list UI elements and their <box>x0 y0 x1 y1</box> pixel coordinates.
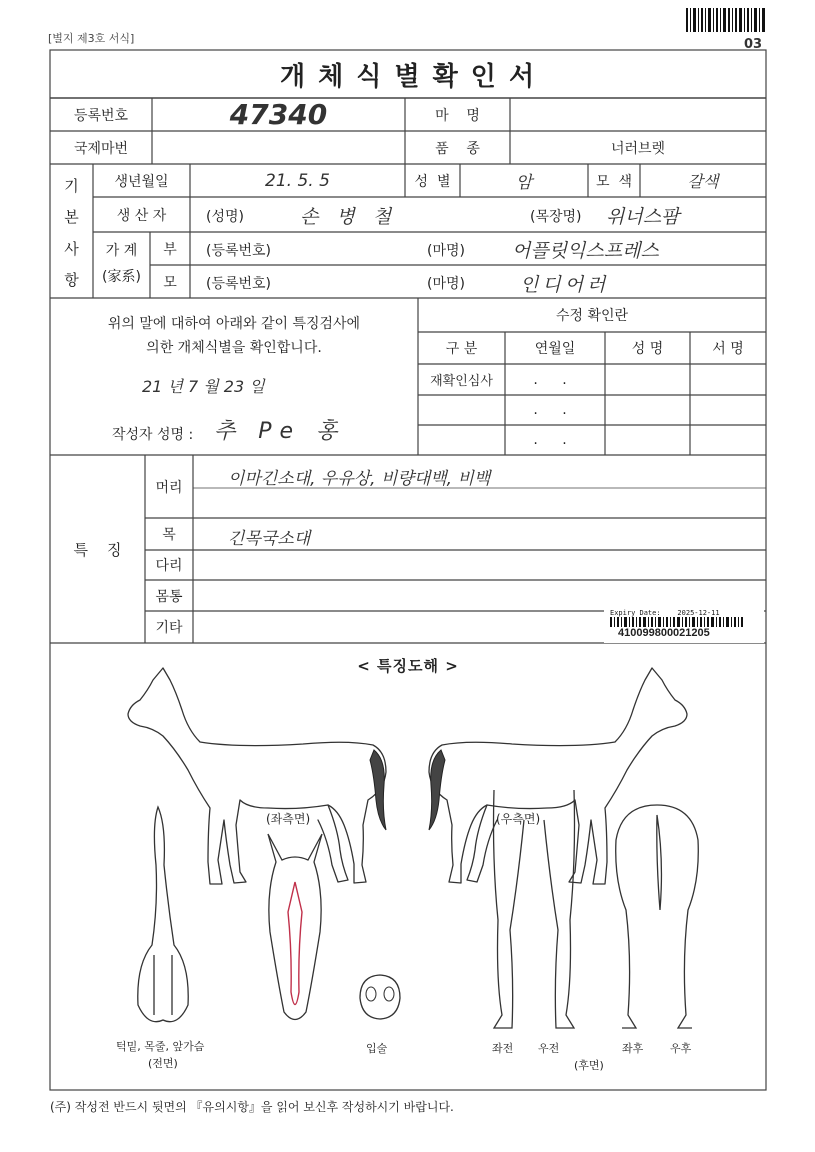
confirm-statement <box>50 312 418 360</box>
farm-label: (목장명) <box>530 209 582 225</box>
revision-row-date: . . <box>533 371 577 388</box>
dam-name-value: 인디어러 <box>520 274 610 296</box>
sex-label: 성 별 <box>414 173 451 190</box>
diagram-title: < 특징도해 > <box>357 656 459 675</box>
dam-name-label: (마명) <box>427 276 465 292</box>
intl-name-value <box>152 131 405 164</box>
expiry-date: Expiry Date: 2025-12-11 <box>610 609 720 617</box>
form-reference: [별지 제3호 서식] <box>48 32 135 45</box>
confirm-line-2: 의한 개체식별을 확인합니다. <box>146 340 322 356</box>
feature-label-other: 기타 <box>155 620 183 636</box>
revision-header-type: 구 분 <box>445 341 478 357</box>
revision-row-type: 재확인심사 <box>430 374 493 389</box>
breed-value: 너러브렛 <box>610 140 666 157</box>
basic-label-char: 사 <box>64 239 79 258</box>
reg-no-value: 47340 <box>229 98 328 131</box>
rear-left-label: 좌후 <box>622 1042 644 1055</box>
sex-value: 암 <box>515 173 533 193</box>
revision-row-date: . . <box>533 402 577 418</box>
left-side-label: (좌측면) <box>266 812 311 826</box>
sticker-code: 410099800021205 <box>618 627 710 639</box>
right-side-label: (우측면) <box>496 812 541 826</box>
producer-name-value: 손 병 철 <box>300 206 398 228</box>
feature-label-legs: 다리 <box>155 558 183 574</box>
document-title: 개 체 식 별 확 인 서 <box>279 61 537 92</box>
confirm-date: 21 년 7 월 23 일 <box>142 377 265 396</box>
farm-value: 위너스팜 <box>606 206 680 228</box>
dam-reg-label: (등록번호) <box>206 276 272 292</box>
sire-label: 부 <box>163 241 177 258</box>
horse-rear-figure <box>612 800 702 1035</box>
revision-title: 수정 확인란 <box>555 308 629 324</box>
basic-section-label <box>50 170 93 295</box>
color-value: 갈색 <box>687 172 719 191</box>
horse-name-value <box>510 98 766 131</box>
family-text: 가 계 <box>105 243 138 259</box>
horse-front-legs-figure <box>484 780 584 1035</box>
producer-label: 생 산 자 <box>116 207 167 224</box>
revision-row-date: . . <box>533 432 577 448</box>
family-label <box>93 238 150 290</box>
family-hanja: (家系) <box>102 269 141 285</box>
breed-label: 품 종 <box>435 140 480 157</box>
revision-header-name: 성 명 <box>631 341 664 357</box>
dam-label: 모 <box>163 274 177 291</box>
revision-header-date: 연월일 <box>534 341 576 357</box>
front-right-label: 우전 <box>538 1042 560 1055</box>
features-section-label: 특 징 <box>73 540 122 559</box>
front-part-label: 턱밑, 목줄, 앞가슴 <box>116 1040 205 1053</box>
footer-note: (주) 작성전 반드시 뒷면의 『유의시항』을 읽어 보신후 작성하시기 바랍니다. <box>50 1100 454 1114</box>
feature-label-neck: 목 <box>162 527 176 543</box>
basic-label-char: 항 <box>64 270 79 289</box>
revision-row-type <box>418 425 505 455</box>
revision-header-sign: 서 명 <box>712 341 744 357</box>
birth-value: 21. 5. 5 <box>265 170 330 191</box>
sire-name-label: (마명) <box>427 243 465 259</box>
basic-label-char: 본 <box>64 208 79 227</box>
muzzle-label: 입술 <box>366 1042 388 1055</box>
sire-reg-label: (등록번호) <box>206 243 272 259</box>
horse-muzzle-figure <box>356 972 404 1022</box>
page-number: 03 <box>744 37 763 52</box>
horse-name-label: 마 명 <box>435 107 480 124</box>
horse-head-figure <box>258 832 333 1032</box>
feature-value-head: 이마긴소대, 우유상, 비량대백, 비백 <box>228 469 491 489</box>
basic-label-char: 기 <box>64 177 79 196</box>
feature-label-body: 몸통 <box>155 588 183 605</box>
feature-label-head: 머리 <box>155 479 183 496</box>
front-sub-label: (전면) <box>148 1057 178 1070</box>
sticker-barcode <box>610 617 760 627</box>
sire-name-value: 어플릿익스프레스 <box>512 240 659 262</box>
front-left-label: 좌전 <box>492 1042 514 1055</box>
rear-right-label: 우후 <box>670 1042 692 1055</box>
writer-signature: 추 Pe 홍 <box>214 419 346 444</box>
reg-no-label: 등록번호 <box>73 107 129 124</box>
birth-label: 생년월일 <box>114 173 169 190</box>
horse-front-figure <box>128 805 198 1030</box>
confirm-line-1: 위의 말에 대하여 아래와 같이 특징검사에 <box>107 316 361 332</box>
expiry-sticker <box>604 609 764 643</box>
rear-sub-label: (후면) <box>574 1059 604 1072</box>
color-label: 모 색 <box>596 173 632 190</box>
writer-label: 작성자 성명 : <box>112 427 194 443</box>
feature-value-neck: 긴목국소대 <box>228 529 311 549</box>
revision-row-type <box>418 395 505 425</box>
producer-name-label: (성명) <box>206 209 244 225</box>
intl-name-label: 국제마번 <box>73 140 129 157</box>
